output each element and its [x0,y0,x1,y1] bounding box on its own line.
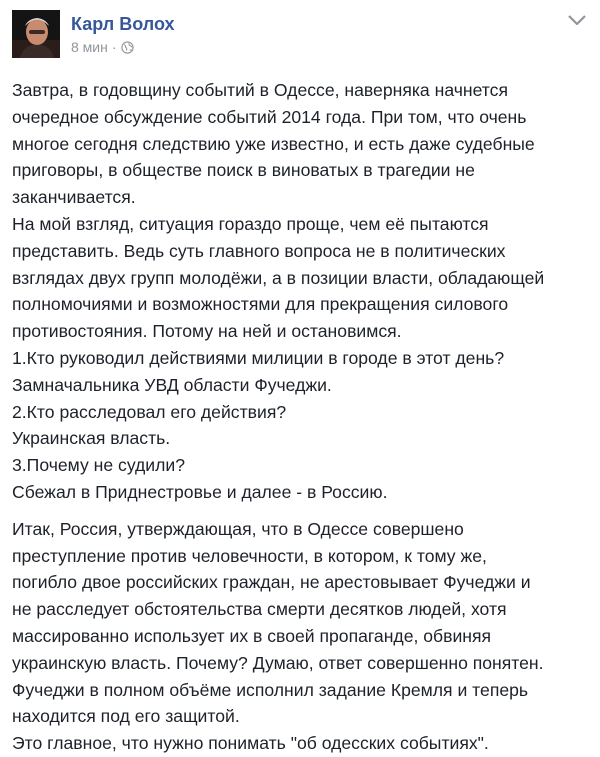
text-line: Итак, Россия, утверждающая, что в Одессе совершено [12,518,464,539]
text-line: погибло двое российских граждан, не арестовывает Фучеджи и [12,572,531,593]
text-line: массированно использует их в своей пропаганде, обвиняя [12,625,492,646]
avatar[interactable] [12,10,60,58]
chevron-down-icon[interactable] [566,12,588,28]
text-line: Замначальника УВД области Фучеджи. [12,374,332,395]
meta-separator: · [111,39,117,55]
post-header-info [71,13,175,55]
text-line: заканчивается. [12,187,136,208]
text-line: Завтра, в годовщину событий в Одессе, наверняка начнется [12,80,508,100]
text-line: Фучеджи в полном объёме исполнил задание Кремля и теперь [12,679,529,700]
text-line: представить. Ведь суть главного вопроса не в политических [12,240,506,261]
text-line: многое сегодня следствию уже известно, и есть даже судебные [12,133,535,154]
text-line: 2.Кто расследовал его действия? [12,401,287,422]
text-line: не расследует обстоятельства смерти десятков людей, хотя [12,599,507,620]
text-line: находится под его защитой. [12,706,240,727]
post-timestamp[interactable]: 8 мин [71,39,108,55]
avatar-image [12,10,60,58]
text-line: Это главное, что нужно понимать "об одесских событиях". [12,733,489,754]
text-line: На мой взгляд, ситуация гораздо проще, чем её пытаются [12,213,489,234]
post-paragraph-2 [12,516,596,757]
text-line: преступление против человечности, в котором, к тому же, [12,545,487,566]
text-line: приговоры, в обществе поиск в виноватых в трагедии не [12,160,475,181]
globe-icon[interactable] [121,41,134,54]
text-line: Украинская власть. [12,428,171,449]
text-line: взглядах двух групп молодёжи, а в позиции власти, обладающей [12,267,545,288]
text-line: Сбежал в Приднестровье и далее - в Россию. [12,481,388,502]
text-line: 3.Почему не судили? [12,455,186,476]
post-header [12,10,175,60]
author-name[interactable]: Карл Волох [71,14,175,34]
post-paragraph-1 [12,77,596,506]
post-body [12,77,596,757]
text-line: противостояния. Потому на ней и остановимся. [12,321,402,342]
text-line: полномочиями и возможностями для прекращения силового [12,294,509,315]
text-line: 1.Кто руководил действиями милиции в городе в этот день? [12,347,505,368]
post-meta [71,39,175,55]
text-line: украинскую власть. Почему? Думаю, ответ совершенно понятен. [12,652,544,673]
text-line: очередное обсуждение событий 2014 года. При том, что очень [12,106,527,127]
